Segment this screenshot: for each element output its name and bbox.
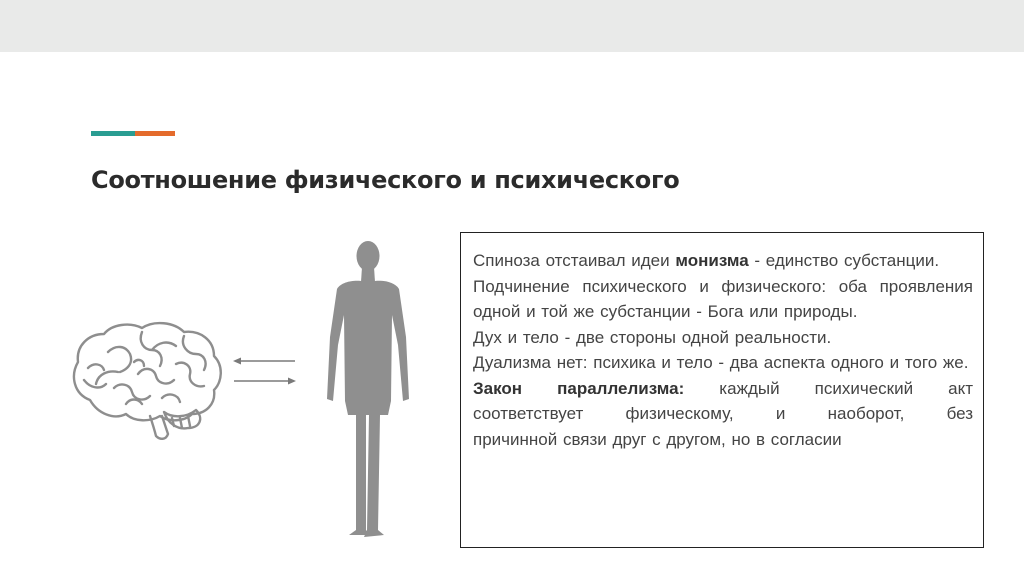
accent-line-teal [91,131,135,136]
text-substance: - единство субстанции. [748,251,940,270]
brain-icon [68,318,228,444]
paragraph-parallelism-line3: причинной связи друг с другом, но в согласии [473,429,842,449]
paragraph-no-dualism: Дуализма нет: психика и тело - два аспекта одного и того же. [473,353,969,372]
slide-title: Соотношение физического и психического [91,166,680,194]
paragraph-monism [473,248,973,274]
text-monism-bold: монизма [675,251,749,270]
paragraph-parallelism-line2: соответствует физическому, и наоборот, без [473,404,973,423]
text-box [460,232,984,548]
text-parallelism-bold: Закон параллелизма: [473,378,685,398]
human-silhouette [318,239,418,544]
paragraph-subordination: Подчинение психического и физического: оба проявления одной и той же субстанции - Бога или природы. [473,276,973,321]
top-bar [0,0,1024,52]
bidirectional-arrows-icon [230,351,300,389]
paragraph-parallelism-line1 [473,376,973,402]
paragraph-spirit-body: Дух и тело - две стороны одной реальности. [473,327,832,347]
accent-line-orange [135,131,175,136]
text-spinoza: Спиноза отстаивал идеи [473,251,676,270]
text-psychic-act: каждый психический акт [684,378,974,398]
